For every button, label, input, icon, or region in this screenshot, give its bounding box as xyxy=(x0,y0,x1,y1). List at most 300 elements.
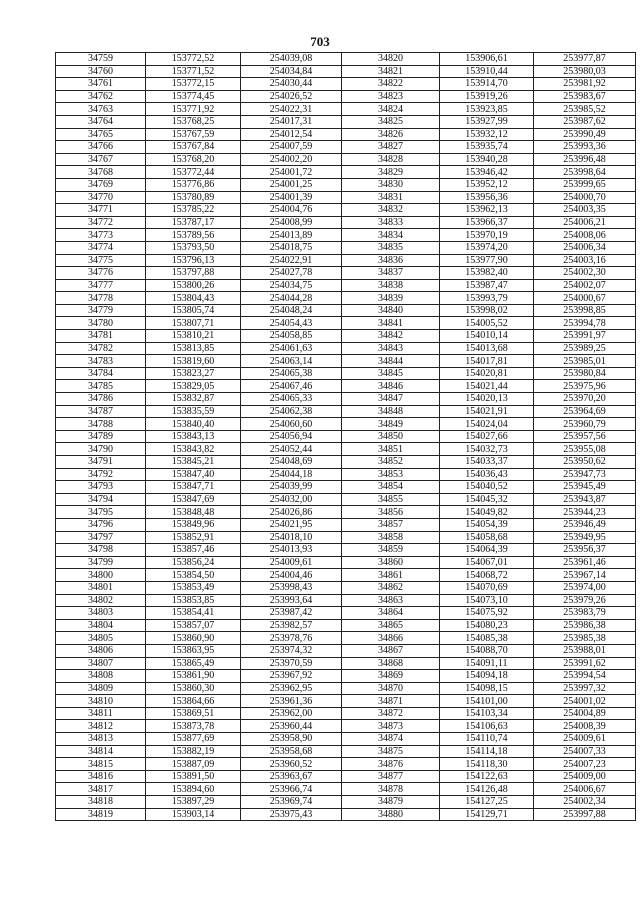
table-cell: 253960,52 xyxy=(241,758,342,771)
table-cell: 34846 xyxy=(342,380,440,393)
table-cell: 153932,12 xyxy=(440,128,534,141)
table-cell: 254022,31 xyxy=(241,103,342,116)
table-cell: 153864,66 xyxy=(146,695,241,708)
table-cell: 253985,52 xyxy=(534,103,636,116)
table-cell: 254006,67 xyxy=(534,783,636,796)
table-cell: 253949,95 xyxy=(534,531,636,544)
table-cell: 254062,38 xyxy=(241,405,342,418)
table-cell: 34840 xyxy=(342,304,440,317)
table-cell: 253991,62 xyxy=(534,657,636,670)
table-cell: 34839 xyxy=(342,292,440,305)
table-cell: 253989,25 xyxy=(534,342,636,355)
table-cell: 253997,32 xyxy=(534,682,636,695)
table-cell: 154021,44 xyxy=(440,380,534,393)
table-cell: 254013,89 xyxy=(241,229,342,242)
table-cell: 34865 xyxy=(342,619,440,632)
table-cell: 34769 xyxy=(56,178,146,191)
table-cell: 253983,67 xyxy=(534,90,636,103)
table-cell: 153891,50 xyxy=(146,770,241,783)
table-cell: 253945,49 xyxy=(534,481,636,494)
table-cell: 34788 xyxy=(56,418,146,431)
table-cell: 153897,29 xyxy=(146,796,241,809)
table-cell: 253946,49 xyxy=(534,518,636,531)
table-cell: 254027,78 xyxy=(241,267,342,280)
table-row xyxy=(56,128,636,141)
table-cell: 153823,27 xyxy=(146,367,241,380)
table-cell: 34849 xyxy=(342,418,440,431)
table-cell: 154020,13 xyxy=(440,393,534,406)
table-row xyxy=(56,78,636,91)
table-cell: 154073,10 xyxy=(440,594,534,607)
table-cell: 153852,91 xyxy=(146,531,241,544)
table-cell: 253983,79 xyxy=(534,607,636,620)
table-cell: 154013,68 xyxy=(440,342,534,355)
table-cell: 253980,84 xyxy=(534,367,636,380)
table-cell: 34810 xyxy=(56,695,146,708)
table-cell: 34768 xyxy=(56,166,146,179)
table-cell: 34800 xyxy=(56,569,146,582)
table-row xyxy=(56,758,636,771)
table-cell: 153847,40 xyxy=(146,468,241,481)
table-cell: 154094,18 xyxy=(440,670,534,683)
table-cell: 34835 xyxy=(342,241,440,254)
table-cell: 34764 xyxy=(56,115,146,128)
table-cell: 154064,39 xyxy=(440,544,534,557)
table-cell: 254060,60 xyxy=(241,418,342,431)
table-cell: 34825 xyxy=(342,115,440,128)
table-cell: 153797,88 xyxy=(146,267,241,280)
table-cell: 254008,99 xyxy=(241,216,342,229)
table-cell: 34802 xyxy=(56,594,146,607)
table-row xyxy=(56,229,636,242)
table-cell: 254001,39 xyxy=(241,191,342,204)
table-cell: 153906,61 xyxy=(440,53,534,66)
table-row xyxy=(56,430,636,443)
table-row xyxy=(56,380,636,393)
table-cell: 153869,51 xyxy=(146,707,241,720)
table-cell: 153923,85 xyxy=(440,103,534,116)
page-number: 703 xyxy=(310,34,330,49)
table-cell: 34817 xyxy=(56,783,146,796)
table-cell: 153789,56 xyxy=(146,229,241,242)
table-cell: 153847,69 xyxy=(146,493,241,506)
table-cell: 34763 xyxy=(56,103,146,116)
table-cell: 34851 xyxy=(342,443,440,456)
table-cell: 253974,00 xyxy=(534,581,636,594)
table-cell: 153970,19 xyxy=(440,229,534,242)
table-row xyxy=(56,657,636,670)
table-cell: 253998,43 xyxy=(241,581,342,594)
table-cell: 153854,50 xyxy=(146,569,241,582)
table-cell: 253956,37 xyxy=(534,544,636,557)
table-cell: 34826 xyxy=(342,128,440,141)
table-cell: 34837 xyxy=(342,267,440,280)
table-cell: 254063,14 xyxy=(241,355,342,368)
table-row xyxy=(56,644,636,657)
table-cell: 154036,43 xyxy=(440,468,534,481)
table-cell: 254002,30 xyxy=(534,267,636,280)
table-cell: 254054,43 xyxy=(241,317,342,330)
table-row xyxy=(56,304,636,317)
table-cell: 34765 xyxy=(56,128,146,141)
table-cell: 254032,00 xyxy=(241,493,342,506)
table-cell: 34842 xyxy=(342,330,440,343)
table-cell: 34834 xyxy=(342,229,440,242)
table-cell: 254008,06 xyxy=(534,229,636,242)
table-cell: 153840,40 xyxy=(146,418,241,431)
table-row xyxy=(56,292,636,305)
table-cell: 253982,57 xyxy=(241,619,342,632)
table-cell: 34759 xyxy=(56,53,146,66)
table-cell: 153829,05 xyxy=(146,380,241,393)
table-cell: 253960,44 xyxy=(241,720,342,733)
table-cell: 254022,91 xyxy=(241,254,342,267)
table-cell: 34831 xyxy=(342,191,440,204)
table-cell: 253967,92 xyxy=(241,670,342,683)
table-cell: 154085,38 xyxy=(440,632,534,645)
table-cell: 254021,95 xyxy=(241,518,342,531)
table-row xyxy=(56,493,636,506)
table-cell: 153860,30 xyxy=(146,682,241,695)
table-cell: 153807,71 xyxy=(146,317,241,330)
table-cell: 254001,25 xyxy=(241,178,342,191)
table-cell: 153835,59 xyxy=(146,405,241,418)
table-cell: 253964,69 xyxy=(534,405,636,418)
table-cell: 253990,49 xyxy=(534,128,636,141)
table-cell: 254044,18 xyxy=(241,468,342,481)
table-cell: 253943,87 xyxy=(534,493,636,506)
table-cell: 153966,37 xyxy=(440,216,534,229)
table-cell: 34799 xyxy=(56,556,146,569)
table-cell: 253985,01 xyxy=(534,355,636,368)
table-cell: 254048,24 xyxy=(241,304,342,317)
table-row xyxy=(56,90,636,103)
table-cell: 34760 xyxy=(56,65,146,78)
table-cell: 34844 xyxy=(342,355,440,368)
table-cell: 34822 xyxy=(342,78,440,91)
table-cell: 153927,99 xyxy=(440,115,534,128)
table-cell: 254034,75 xyxy=(241,279,342,292)
table-row xyxy=(56,443,636,456)
table-cell: 34797 xyxy=(56,531,146,544)
table-cell: 34792 xyxy=(56,468,146,481)
table-cell: 34762 xyxy=(56,90,146,103)
table-cell: 154058,68 xyxy=(440,531,534,544)
table-cell: 154045,32 xyxy=(440,493,534,506)
table-cell: 253974,32 xyxy=(241,644,342,657)
table-cell: 253988,01 xyxy=(534,644,636,657)
table-cell: 34793 xyxy=(56,481,146,494)
table-cell: 254002,34 xyxy=(534,796,636,809)
table-cell: 154027,66 xyxy=(440,430,534,443)
table-cell: 34787 xyxy=(56,405,146,418)
table-cell: 154103,34 xyxy=(440,707,534,720)
table-cell: 34784 xyxy=(56,367,146,380)
table-cell: 153962,13 xyxy=(440,204,534,217)
table-cell: 34867 xyxy=(342,644,440,657)
table-row xyxy=(56,733,636,746)
table-cell: 253958,68 xyxy=(241,745,342,758)
table-cell: 253987,42 xyxy=(241,607,342,620)
table-cell: 34838 xyxy=(342,279,440,292)
table-cell: 254001,02 xyxy=(534,695,636,708)
table-cell: 34870 xyxy=(342,682,440,695)
table-cell: 154021,91 xyxy=(440,405,534,418)
table-row xyxy=(56,518,636,531)
table-cell: 253962,95 xyxy=(241,682,342,695)
table-cell: 253970,59 xyxy=(241,657,342,670)
table-cell: 253977,87 xyxy=(534,53,636,66)
table-cell: 153843,82 xyxy=(146,443,241,456)
table-cell: 34807 xyxy=(56,657,146,670)
table-cell: 253987,62 xyxy=(534,115,636,128)
table-cell: 154067,01 xyxy=(440,556,534,569)
table-cell: 154106,63 xyxy=(440,720,534,733)
table-cell: 153910,44 xyxy=(440,65,534,78)
table-row xyxy=(56,103,636,116)
table-row xyxy=(56,254,636,267)
table-cell: 253958,90 xyxy=(241,733,342,746)
table-cell: 153819,60 xyxy=(146,355,241,368)
table-cell: 34875 xyxy=(342,745,440,758)
table-row xyxy=(56,745,636,758)
table-cell: 34780 xyxy=(56,317,146,330)
table-cell: 254044,28 xyxy=(241,292,342,305)
table-cell: 254039,99 xyxy=(241,481,342,494)
table-cell: 34854 xyxy=(342,481,440,494)
table-row xyxy=(56,279,636,292)
table-cell: 153848,48 xyxy=(146,506,241,519)
table-cell: 154068,72 xyxy=(440,569,534,582)
table-row xyxy=(56,556,636,569)
table-cell: 153810,21 xyxy=(146,330,241,343)
table-cell: 253966,74 xyxy=(241,783,342,796)
table-row xyxy=(56,204,636,217)
table-cell: 34815 xyxy=(56,758,146,771)
table-cell: 153785,22 xyxy=(146,204,241,217)
table-cell: 34855 xyxy=(342,493,440,506)
table-cell: 153847,71 xyxy=(146,481,241,494)
table-cell: 34770 xyxy=(56,191,146,204)
table-cell: 153780,89 xyxy=(146,191,241,204)
table-cell: 34774 xyxy=(56,241,146,254)
table-cell: 153768,25 xyxy=(146,115,241,128)
table-cell: 153854,41 xyxy=(146,607,241,620)
table-cell: 153787,17 xyxy=(146,216,241,229)
table-cell: 34878 xyxy=(342,783,440,796)
table-cell: 153805,74 xyxy=(146,304,241,317)
table-cell: 34841 xyxy=(342,317,440,330)
table-cell: 153857,07 xyxy=(146,619,241,632)
table-cell: 34766 xyxy=(56,141,146,154)
table-cell: 34808 xyxy=(56,670,146,683)
table-cell: 253950,62 xyxy=(534,456,636,469)
table-cell: 153974,20 xyxy=(440,241,534,254)
table-cell: 154101,00 xyxy=(440,695,534,708)
table-cell: 254004,89 xyxy=(534,707,636,720)
table-cell: 154126,48 xyxy=(440,783,534,796)
table-cell: 34771 xyxy=(56,204,146,217)
table-cell: 153804,43 xyxy=(146,292,241,305)
table-cell: 253994,54 xyxy=(534,670,636,683)
table-cell: 34871 xyxy=(342,695,440,708)
table-row xyxy=(56,53,636,66)
table-cell: 253975,96 xyxy=(534,380,636,393)
table-cell: 34848 xyxy=(342,405,440,418)
table-row xyxy=(56,481,636,494)
table-cell: 153887,09 xyxy=(146,758,241,771)
table-row xyxy=(56,581,636,594)
table-cell: 253985,38 xyxy=(534,632,636,645)
table-row xyxy=(56,418,636,431)
table-cell: 153977,90 xyxy=(440,254,534,267)
table-cell: 254056,94 xyxy=(241,430,342,443)
table-row xyxy=(56,191,636,204)
table-cell: 153793,50 xyxy=(146,241,241,254)
table-cell: 153813,85 xyxy=(146,342,241,355)
table-cell: 253944,23 xyxy=(534,506,636,519)
table-row xyxy=(56,317,636,330)
table-row xyxy=(56,405,636,418)
table-cell: 34858 xyxy=(342,531,440,544)
table-cell: 153952,12 xyxy=(440,178,534,191)
table-cell: 34877 xyxy=(342,770,440,783)
table-cell: 154032,73 xyxy=(440,443,534,456)
table-cell: 34820 xyxy=(342,53,440,66)
table-cell: 34779 xyxy=(56,304,146,317)
table-cell: 153771,52 xyxy=(146,65,241,78)
table-row xyxy=(56,393,636,406)
table-cell: 34873 xyxy=(342,720,440,733)
table-cell: 34798 xyxy=(56,544,146,557)
table-cell: 153894,60 xyxy=(146,783,241,796)
table-cell: 153771,92 xyxy=(146,103,241,116)
table-cell: 254012,54 xyxy=(241,128,342,141)
table-cell: 34783 xyxy=(56,355,146,368)
table-cell: 34869 xyxy=(342,670,440,683)
table-cell: 34761 xyxy=(56,78,146,91)
table-cell: 254048,69 xyxy=(241,456,342,469)
table-cell: 154005,52 xyxy=(440,317,534,330)
table-cell: 153768,20 xyxy=(146,153,241,166)
table-cell: 153772,52 xyxy=(146,53,241,66)
table-cell: 254007,59 xyxy=(241,141,342,154)
table-cell: 34796 xyxy=(56,518,146,531)
table-cell: 154114,18 xyxy=(440,745,534,758)
table-cell: 254065,38 xyxy=(241,367,342,380)
table-cell: 154127,25 xyxy=(440,796,534,809)
table-row xyxy=(56,720,636,733)
table-cell: 253969,74 xyxy=(241,796,342,809)
table-cell: 254061,63 xyxy=(241,342,342,355)
table-cell: 153767,84 xyxy=(146,141,241,154)
table-cell: 34866 xyxy=(342,632,440,645)
table-cell: 34816 xyxy=(56,770,146,783)
table-row xyxy=(56,607,636,620)
table-cell: 154024,04 xyxy=(440,418,534,431)
table-cell: 153796,13 xyxy=(146,254,241,267)
table-cell: 34813 xyxy=(56,733,146,746)
table-cell: 253967,14 xyxy=(534,569,636,582)
table-cell: 254018,75 xyxy=(241,241,342,254)
table-row xyxy=(56,808,636,821)
table-cell: 254002,20 xyxy=(241,153,342,166)
table-cell: 34876 xyxy=(342,758,440,771)
table-cell: 34775 xyxy=(56,254,146,267)
table-cell: 254026,86 xyxy=(241,506,342,519)
table-cell: 153767,59 xyxy=(146,128,241,141)
table-cell: 253998,85 xyxy=(534,304,636,317)
table-cell: 34856 xyxy=(342,506,440,519)
table-cell: 153843,13 xyxy=(146,430,241,443)
table-row xyxy=(56,544,636,557)
table-row xyxy=(56,569,636,582)
table-cell: 253996,48 xyxy=(534,153,636,166)
table-cell: 254030,44 xyxy=(241,78,342,91)
table-cell: 34767 xyxy=(56,153,146,166)
table-cell: 153882,19 xyxy=(146,745,241,758)
table-cell: 253986,38 xyxy=(534,619,636,632)
table-cell: 154098,15 xyxy=(440,682,534,695)
table-cell: 34803 xyxy=(56,607,146,620)
table-cell: 254009,61 xyxy=(241,556,342,569)
table-cell: 34801 xyxy=(56,581,146,594)
table-cell: 34879 xyxy=(342,796,440,809)
table-cell: 254008,39 xyxy=(534,720,636,733)
table-cell: 34827 xyxy=(342,141,440,154)
table-cell: 254009,00 xyxy=(534,770,636,783)
table-cell: 254013,93 xyxy=(241,544,342,557)
table-cell: 153940,28 xyxy=(440,153,534,166)
table-cell: 153946,42 xyxy=(440,166,534,179)
table-cell: 254003,16 xyxy=(534,254,636,267)
table-cell: 154017,81 xyxy=(440,355,534,368)
table-cell: 154118,30 xyxy=(440,758,534,771)
table-cell: 254000,67 xyxy=(534,292,636,305)
table-cell: 34791 xyxy=(56,456,146,469)
table-cell: 153865,49 xyxy=(146,657,241,670)
table-cell: 253978,76 xyxy=(241,632,342,645)
table-cell: 34781 xyxy=(56,330,146,343)
table-cell: 253961,46 xyxy=(534,556,636,569)
table-cell: 153903,14 xyxy=(146,808,241,821)
table-cell: 34829 xyxy=(342,166,440,179)
table-row xyxy=(56,267,636,280)
table-cell: 34874 xyxy=(342,733,440,746)
table-row xyxy=(56,115,636,128)
table-row xyxy=(56,783,636,796)
table-cell: 34777 xyxy=(56,279,146,292)
table-cell: 254002,07 xyxy=(534,279,636,292)
table-cell: 34818 xyxy=(56,796,146,809)
table-cell: 253991,97 xyxy=(534,330,636,343)
table-cell: 253980,03 xyxy=(534,65,636,78)
table-cell: 153861,90 xyxy=(146,670,241,683)
table-cell: 154080,23 xyxy=(440,619,534,632)
table-cell: 34806 xyxy=(56,644,146,657)
table-cell: 153849,96 xyxy=(146,518,241,531)
table-cell: 154054,39 xyxy=(440,518,534,531)
table-row xyxy=(56,682,636,695)
table-cell: 153998,02 xyxy=(440,304,534,317)
table-row xyxy=(56,178,636,191)
table-cell: 34847 xyxy=(342,393,440,406)
table-cell: 153982,40 xyxy=(440,267,534,280)
table-cell: 153776,86 xyxy=(146,178,241,191)
table-row xyxy=(56,65,636,78)
table-cell: 154040,52 xyxy=(440,481,534,494)
table-cell: 34805 xyxy=(56,632,146,645)
